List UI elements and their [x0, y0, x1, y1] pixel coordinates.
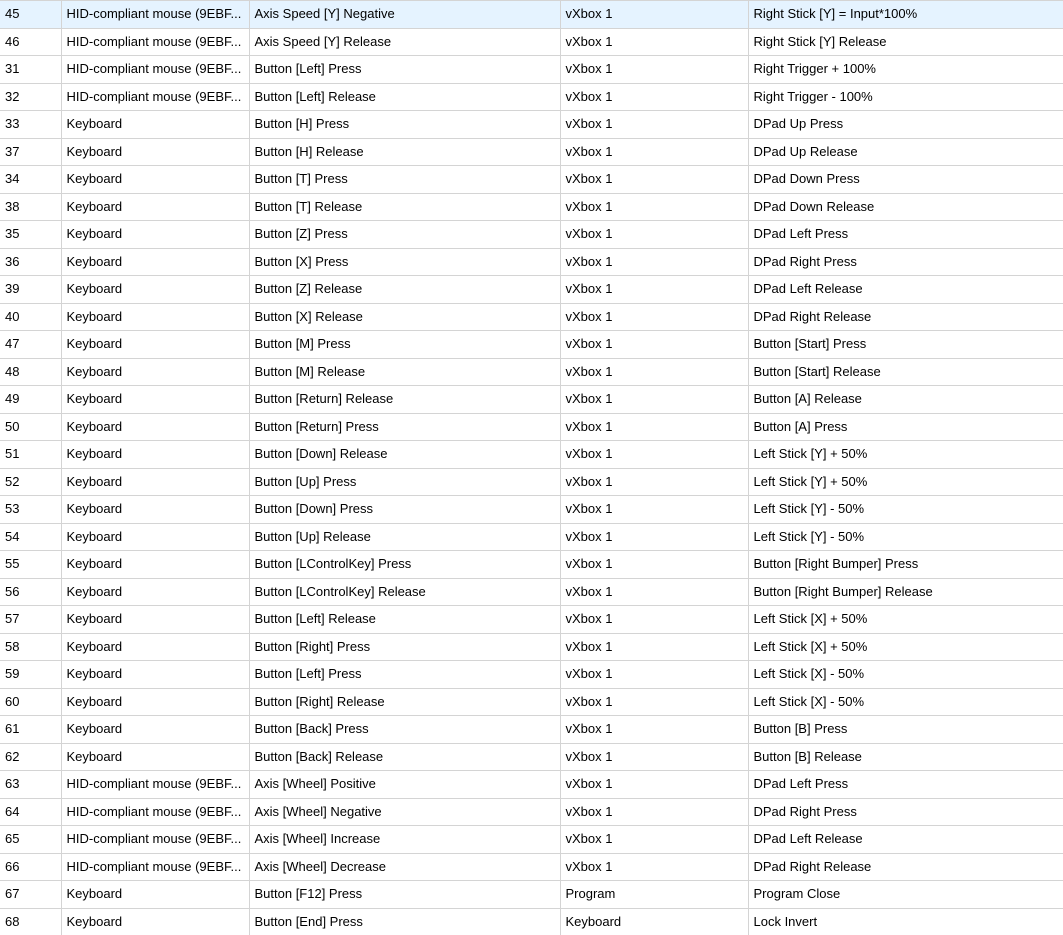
target-cell[interactable]: vXbox 1 [560, 193, 748, 221]
target-cell[interactable]: vXbox 1 [560, 661, 748, 689]
device-cell[interactable]: Keyboard [61, 138, 249, 166]
target-cell[interactable]: vXbox 1 [560, 798, 748, 826]
output-cell[interactable]: Left Stick [X] - 50% [748, 661, 1063, 689]
row-id-cell[interactable]: 58 [0, 633, 61, 661]
row-id-cell[interactable]: 66 [0, 853, 61, 881]
device-cell[interactable]: Keyboard [61, 578, 249, 606]
device-cell[interactable]: Keyboard [61, 221, 249, 249]
table-row[interactable] [0, 303, 1063, 331]
input-cell[interactable]: Button [M] Press [249, 331, 560, 359]
device-cell[interactable]: HID-compliant mouse (9EBF... [61, 28, 249, 56]
input-cell[interactable]: Button [Down] Press [249, 496, 560, 524]
output-cell[interactable]: Left Stick [Y] - 50% [748, 523, 1063, 551]
device-cell[interactable]: Keyboard [61, 413, 249, 441]
device-cell[interactable]: Keyboard [61, 248, 249, 276]
table-row[interactable] [0, 1, 1063, 29]
output-cell[interactable]: Button [B] Press [748, 716, 1063, 744]
table-row[interactable] [0, 358, 1063, 386]
device-cell[interactable]: HID-compliant mouse (9EBF... [61, 56, 249, 84]
mapping-table-body [0, 1, 1063, 935]
output-cell[interactable]: Right Stick [Y] = Input*100% [748, 1, 1063, 29]
table-row[interactable] [0, 56, 1063, 84]
device-cell[interactable]: HID-compliant mouse (9EBF... [61, 1, 249, 29]
input-cell[interactable]: Button [T] Press [249, 166, 560, 194]
input-cell[interactable]: Button [LControlKey] Release [249, 578, 560, 606]
input-cell[interactable]: Button [Right] Release [249, 688, 560, 716]
target-cell[interactable]: vXbox 1 [560, 826, 748, 854]
output-cell[interactable]: Button [Right Bumper] Press [748, 551, 1063, 579]
target-cell[interactable]: vXbox 1 [560, 358, 748, 386]
target-cell[interactable]: vXbox 1 [560, 83, 748, 111]
table-row[interactable] [0, 386, 1063, 414]
table-row[interactable] [0, 826, 1063, 854]
row-id-cell[interactable]: 31 [0, 56, 61, 84]
row-id-cell[interactable]: 64 [0, 798, 61, 826]
output-cell[interactable]: Button [B] Release [748, 743, 1063, 771]
input-cell[interactable]: Button [X] Press [249, 248, 560, 276]
device-cell[interactable]: HID-compliant mouse (9EBF... [61, 826, 249, 854]
input-cell[interactable]: Button [H] Press [249, 111, 560, 139]
output-cell[interactable]: Left Stick [X] - 50% [748, 688, 1063, 716]
target-cell[interactable]: vXbox 1 [560, 276, 748, 304]
device-cell[interactable]: HID-compliant mouse (9EBF... [61, 853, 249, 881]
target-cell[interactable]: vXbox 1 [560, 496, 748, 524]
row-id-cell[interactable]: 36 [0, 248, 61, 276]
device-cell[interactable]: Keyboard [61, 193, 249, 221]
target-cell[interactable]: vXbox 1 [560, 56, 748, 84]
target-cell[interactable]: Keyboard [560, 908, 748, 935]
row-id-cell[interactable]: 51 [0, 441, 61, 469]
output-cell[interactable]: Right Trigger + 100% [748, 56, 1063, 84]
row-id-cell[interactable]: 32 [0, 83, 61, 111]
output-cell[interactable]: DPad Right Press [748, 798, 1063, 826]
output-cell[interactable]: Button [A] Release [748, 386, 1063, 414]
input-cell[interactable]: Button [Left] Press [249, 661, 560, 689]
input-cell[interactable]: Button [Return] Release [249, 386, 560, 414]
table-row[interactable] [0, 468, 1063, 496]
input-cell[interactable]: Button [Left] Release [249, 83, 560, 111]
row-id-cell[interactable]: 45 [0, 1, 61, 29]
output-cell[interactable]: Left Stick [Y] + 50% [748, 468, 1063, 496]
table-row[interactable] [0, 881, 1063, 909]
table-row[interactable] [0, 193, 1063, 221]
table-row[interactable] [0, 578, 1063, 606]
target-cell[interactable]: vXbox 1 [560, 633, 748, 661]
table-row[interactable] [0, 523, 1063, 551]
device-cell[interactable]: Keyboard [61, 441, 249, 469]
output-cell[interactable]: Button [Start] Press [748, 331, 1063, 359]
target-cell[interactable]: vXbox 1 [560, 331, 748, 359]
output-cell[interactable]: DPad Up Release [748, 138, 1063, 166]
input-cell[interactable]: Button [Return] Press [249, 413, 560, 441]
table-row[interactable] [0, 138, 1063, 166]
device-cell[interactable]: Keyboard [61, 523, 249, 551]
target-cell[interactable]: vXbox 1 [560, 771, 748, 799]
device-cell[interactable]: Keyboard [61, 661, 249, 689]
device-cell[interactable]: Keyboard [61, 386, 249, 414]
target-cell[interactable]: vXbox 1 [560, 248, 748, 276]
table-row[interactable] [0, 771, 1063, 799]
device-cell[interactable]: Keyboard [61, 331, 249, 359]
input-cell[interactable]: Button [F12] Press [249, 881, 560, 909]
device-cell[interactable]: Keyboard [61, 881, 249, 909]
device-cell[interactable]: HID-compliant mouse (9EBF... [61, 798, 249, 826]
target-cell[interactable]: vXbox 1 [560, 468, 748, 496]
table-row[interactable] [0, 413, 1063, 441]
input-cell[interactable]: Axis [Wheel] Positive [249, 771, 560, 799]
row-id-cell[interactable]: 49 [0, 386, 61, 414]
row-id-cell[interactable]: 57 [0, 606, 61, 634]
target-cell[interactable]: vXbox 1 [560, 1, 748, 29]
target-cell[interactable]: vXbox 1 [560, 166, 748, 194]
output-cell[interactable]: DPad Left Release [748, 826, 1063, 854]
input-cell[interactable]: Button [Up] Release [249, 523, 560, 551]
device-cell[interactable]: Keyboard [61, 303, 249, 331]
output-cell[interactable]: Button [Start] Release [748, 358, 1063, 386]
input-cell[interactable]: Button [Left] Press [249, 56, 560, 84]
input-cell[interactable]: Button [T] Release [249, 193, 560, 221]
device-cell[interactable]: HID-compliant mouse (9EBF... [61, 83, 249, 111]
row-id-cell[interactable]: 54 [0, 523, 61, 551]
row-id-cell[interactable]: 47 [0, 331, 61, 359]
device-cell[interactable]: Keyboard [61, 551, 249, 579]
device-cell[interactable]: Keyboard [61, 276, 249, 304]
row-id-cell[interactable]: 46 [0, 28, 61, 56]
device-cell[interactable]: Keyboard [61, 633, 249, 661]
output-cell[interactable]: Right Trigger - 100% [748, 83, 1063, 111]
input-cell[interactable]: Button [Right] Press [249, 633, 560, 661]
output-cell[interactable]: Left Stick [Y] - 50% [748, 496, 1063, 524]
input-cell[interactable]: Axis [Wheel] Increase [249, 826, 560, 854]
row-id-cell[interactable]: 35 [0, 221, 61, 249]
output-cell[interactable]: Left Stick [X] + 50% [748, 606, 1063, 634]
table-row[interactable] [0, 276, 1063, 304]
device-cell[interactable]: Keyboard [61, 716, 249, 744]
row-id-cell[interactable]: 37 [0, 138, 61, 166]
row-id-cell[interactable]: 61 [0, 716, 61, 744]
input-cell[interactable]: Button [Down] Release [249, 441, 560, 469]
row-id-cell[interactable]: 40 [0, 303, 61, 331]
table-row[interactable] [0, 221, 1063, 249]
row-id-cell[interactable]: 55 [0, 551, 61, 579]
row-id-cell[interactable]: 68 [0, 908, 61, 935]
row-id-cell[interactable]: 50 [0, 413, 61, 441]
input-cell[interactable]: Axis [Wheel] Decrease [249, 853, 560, 881]
row-id-cell[interactable]: 39 [0, 276, 61, 304]
device-cell[interactable]: Keyboard [61, 688, 249, 716]
input-cell[interactable]: Button [Z] Press [249, 221, 560, 249]
table-row[interactable] [0, 853, 1063, 881]
table-row[interactable] [0, 633, 1063, 661]
output-cell[interactable]: Left Stick [X] + 50% [748, 633, 1063, 661]
row-id-cell[interactable]: 52 [0, 468, 61, 496]
output-cell[interactable]: Right Stick [Y] Release [748, 28, 1063, 56]
target-cell[interactable]: vXbox 1 [560, 551, 748, 579]
table-row[interactable] [0, 551, 1063, 579]
device-cell[interactable]: Keyboard [61, 358, 249, 386]
device-cell[interactable]: Keyboard [61, 111, 249, 139]
table-row[interactable] [0, 688, 1063, 716]
device-cell[interactable]: Keyboard [61, 496, 249, 524]
target-cell[interactable]: vXbox 1 [560, 716, 748, 744]
output-cell[interactable]: DPad Left Press [748, 221, 1063, 249]
target-cell[interactable]: vXbox 1 [560, 28, 748, 56]
row-id-cell[interactable]: 53 [0, 496, 61, 524]
input-cell[interactable]: Button [Left] Release [249, 606, 560, 634]
target-cell[interactable]: vXbox 1 [560, 221, 748, 249]
input-cell[interactable]: Axis Speed [Y] Negative [249, 1, 560, 29]
table-row[interactable] [0, 83, 1063, 111]
device-cell[interactable]: Keyboard [61, 468, 249, 496]
target-cell[interactable]: vXbox 1 [560, 578, 748, 606]
table-row[interactable] [0, 28, 1063, 56]
input-cell[interactable]: Button [M] Release [249, 358, 560, 386]
row-id-cell[interactable]: 67 [0, 881, 61, 909]
input-cell[interactable]: Button [H] Release [249, 138, 560, 166]
row-id-cell[interactable]: 34 [0, 166, 61, 194]
target-cell[interactable]: vXbox 1 [560, 606, 748, 634]
input-cell[interactable]: Button [Back] Press [249, 716, 560, 744]
target-cell[interactable]: vXbox 1 [560, 743, 748, 771]
device-cell[interactable]: Keyboard [61, 166, 249, 194]
row-id-cell[interactable]: 48 [0, 358, 61, 386]
input-cell[interactable]: Button [LControlKey] Press [249, 551, 560, 579]
table-row[interactable] [0, 331, 1063, 359]
output-cell[interactable]: DPad Left Release [748, 276, 1063, 304]
target-cell[interactable]: vXbox 1 [560, 688, 748, 716]
input-cell[interactable]: Button [Back] Release [249, 743, 560, 771]
input-cell[interactable]: Button [Z] Release [249, 276, 560, 304]
row-id-cell[interactable]: 56 [0, 578, 61, 606]
row-id-cell[interactable]: 38 [0, 193, 61, 221]
output-cell[interactable]: Left Stick [Y] + 50% [748, 441, 1063, 469]
device-cell[interactable]: Keyboard [61, 743, 249, 771]
input-cell[interactable]: Axis [Wheel] Negative [249, 798, 560, 826]
table-row[interactable] [0, 661, 1063, 689]
target-cell[interactable]: vXbox 1 [560, 111, 748, 139]
target-cell[interactable]: vXbox 1 [560, 138, 748, 166]
table-row[interactable] [0, 606, 1063, 634]
target-cell[interactable]: vXbox 1 [560, 386, 748, 414]
table-row[interactable] [0, 111, 1063, 139]
row-id-cell[interactable]: 65 [0, 826, 61, 854]
output-cell[interactable]: DPad Down Release [748, 193, 1063, 221]
device-cell[interactable]: Keyboard [61, 606, 249, 634]
output-cell[interactable]: Lock Invert [748, 908, 1063, 935]
target-cell[interactable]: vXbox 1 [560, 523, 748, 551]
output-cell[interactable]: Button [A] Press [748, 413, 1063, 441]
row-id-cell[interactable]: 59 [0, 661, 61, 689]
table-row[interactable] [0, 798, 1063, 826]
table-row[interactable] [0, 248, 1063, 276]
output-cell[interactable]: Button [Right Bumper] Release [748, 578, 1063, 606]
input-cell[interactable]: Button [X] Release [249, 303, 560, 331]
target-cell[interactable]: vXbox 1 [560, 853, 748, 881]
input-cell[interactable]: Button [End] Press [249, 908, 560, 935]
device-cell[interactable]: HID-compliant mouse (9EBF... [61, 771, 249, 799]
table-row[interactable] [0, 908, 1063, 935]
output-cell[interactable]: DPad Down Press [748, 166, 1063, 194]
device-cell[interactable]: Keyboard [61, 908, 249, 935]
table-row[interactable] [0, 441, 1063, 469]
table-row[interactable] [0, 496, 1063, 524]
table-row[interactable] [0, 166, 1063, 194]
input-cell[interactable]: Axis Speed [Y] Release [249, 28, 560, 56]
row-id-cell[interactable]: 63 [0, 771, 61, 799]
target-cell[interactable]: vXbox 1 [560, 413, 748, 441]
row-id-cell[interactable]: 62 [0, 743, 61, 771]
table-row[interactable] [0, 743, 1063, 771]
target-cell[interactable]: vXbox 1 [560, 441, 748, 469]
output-cell[interactable]: Program Close [748, 881, 1063, 909]
input-cell[interactable]: Button [Up] Press [249, 468, 560, 496]
output-cell[interactable]: DPad Left Press [748, 771, 1063, 799]
output-cell[interactable]: DPad Right Release [748, 853, 1063, 881]
row-id-cell[interactable]: 60 [0, 688, 61, 716]
output-cell[interactable]: DPad Right Press [748, 248, 1063, 276]
output-cell[interactable]: DPad Right Release [748, 303, 1063, 331]
table-row[interactable] [0, 716, 1063, 744]
output-cell[interactable]: DPad Up Press [748, 111, 1063, 139]
row-id-cell[interactable]: 33 [0, 111, 61, 139]
target-cell[interactable]: Program [560, 881, 748, 909]
target-cell[interactable]: vXbox 1 [560, 303, 748, 331]
